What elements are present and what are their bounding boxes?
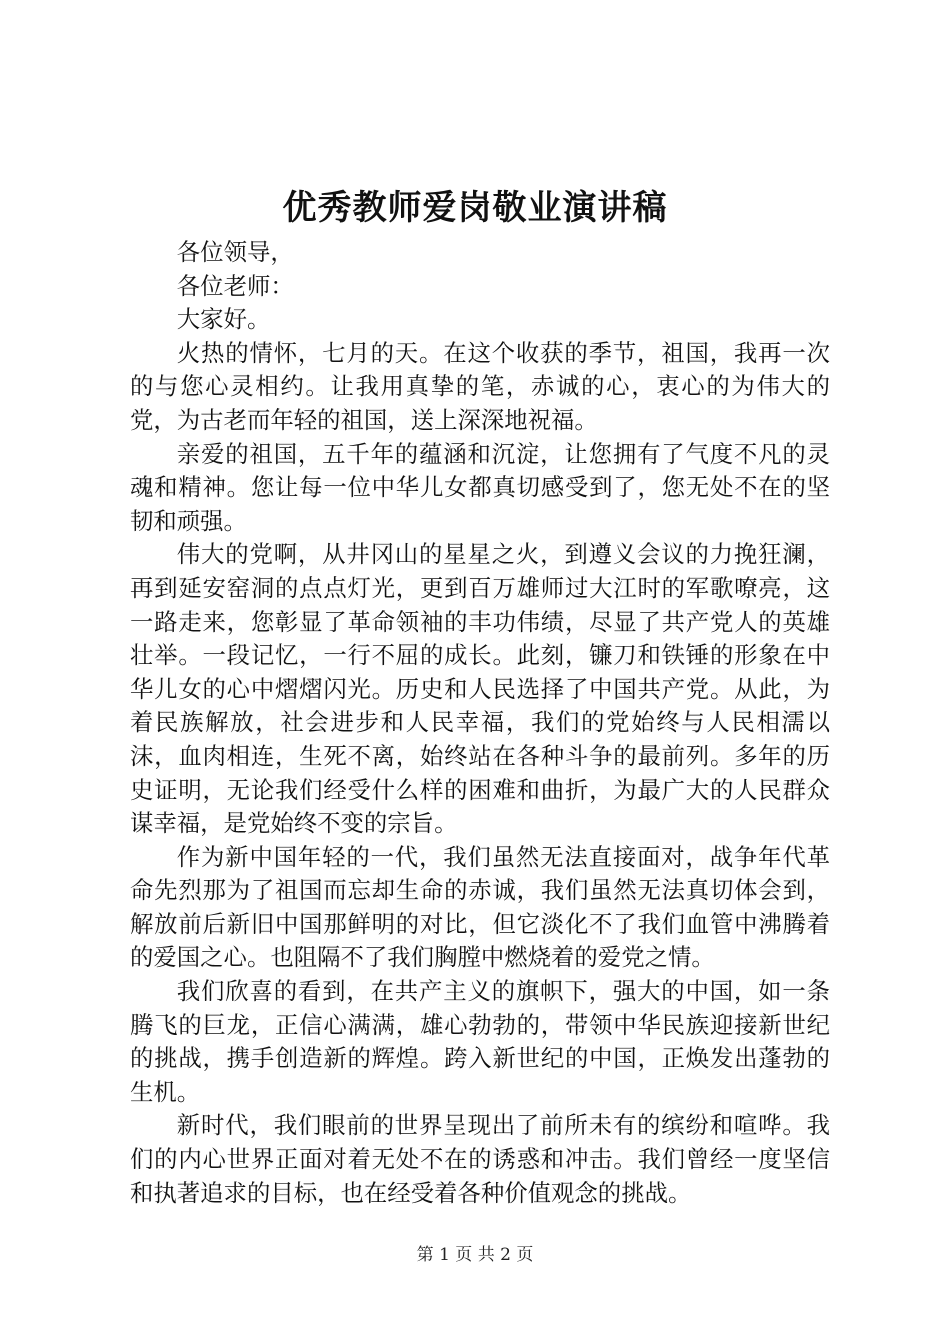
greeting: 大家好。 xyxy=(176,305,271,334)
paragraph: 伟大的党啊，从井冈山的星星之火，到遵义会议的力挽狂澜，再到延安窑洞的点点灯光，更到百万雄师过大江时的军歌嘹亮，这一路走来，您彰显了革命领袖的丰功伟绩，尽显了共产党人的英雄壮举。一段记忆，一行不屈的成长。此刻，镰刀和铁锤的形象在中华儿女的心中熠熠闪光。历史和人民选择了中国共产党。从此，为着民族解放，社会进步和人民幸福，我们的党始终与人民相濡以沫，血肉相连，生死不离，始终站在各种斗争的最前列。多年的历史证明，无论我们经受什么样的困难和曲折，为最广大的人民群众谋幸福，是党始终不变的宗旨。 xyxy=(130,540,830,838)
salutation-leaders: 各位领导， xyxy=(176,238,294,266)
paragraph: 作为新中国年轻的一代，我们虽然无法直接面对，战争年代革命先烈那为了祖国而忘却生命的赤诚，我们虽然无法真切体会到，解放前后新旧中国那鲜明的对比，但它淡化不了我们血管中沸腾着的爱国之心。也阻隔不了我们胸膛中燃烧着的爱党之情。 xyxy=(130,842,830,972)
paragraph: 亲爱的祖国，五千年的蕴涵和沉淀，让您拥有了气度不凡的灵魂和精神。您让每一位中华儿女都真切感受到了，您无处不在的坚韧和顽强。 xyxy=(130,439,830,535)
document-title: 优秀教师爱岗敬业演讲稿 xyxy=(282,188,668,228)
page-footer: 第 1 页 共 2 页 xyxy=(416,1245,534,1265)
paragraph: 新时代，我们眼前的世界呈现出了前所未有的缤纷和喧哗。我们的内心世界正面对着无处不在的诱惑和冲击。我们曾经一度坚信和执著追求的目标，也在经受着各种价值观念的挑战。 xyxy=(130,1111,830,1207)
document-body xyxy=(130,236,830,1210)
paragraph: 火热的情怀，七月的天。在这个收获的季节，祖国，我再一次的与您心灵相约。让我用真挚的笔，赤诚的心，衷心的为伟大的党，为古老而年轻的祖国，送上深深地祝福。 xyxy=(130,338,830,434)
paragraph: 我们欣喜的看到，在共产主义的旗帜下，强大的中国，如一条腾飞的巨龙，正信心满满，雄心勃勃的，带领中华民族迎接新世纪的挑战，携手创造新的辉煌。跨入新世纪的中国，正焕发出蓬勃的生机。 xyxy=(130,977,830,1106)
salutation-teachers: 各位老师： xyxy=(176,271,294,300)
